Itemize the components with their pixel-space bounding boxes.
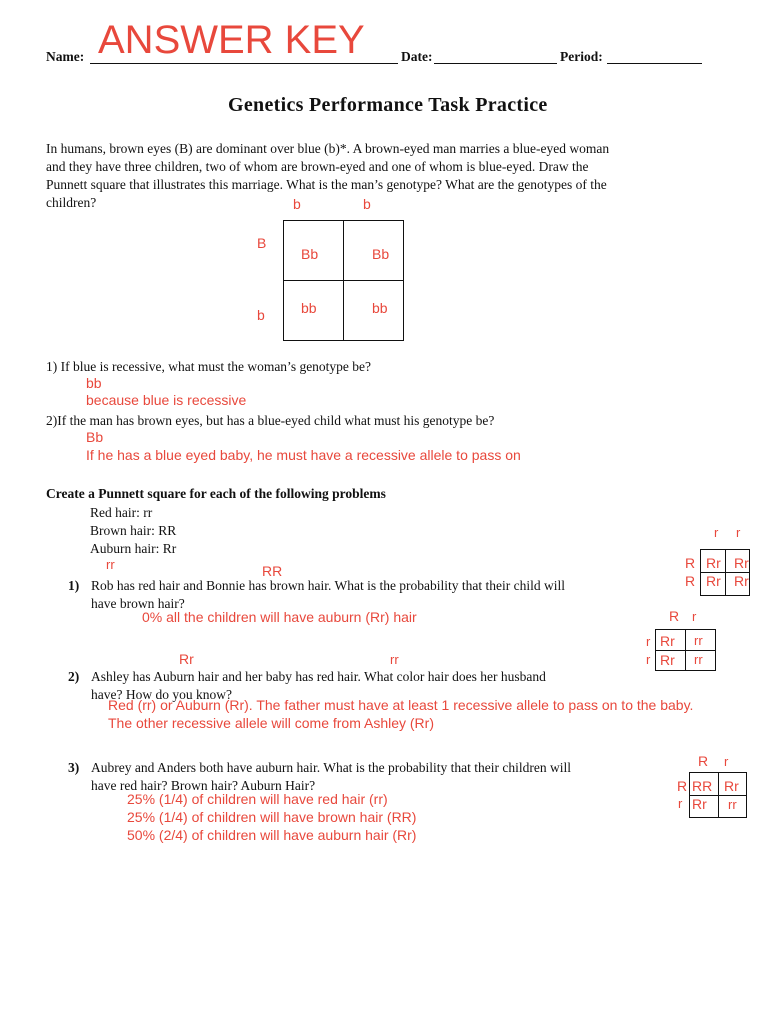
p1-square-side-1: R	[685, 555, 696, 571]
p1-square-top-2: r	[736, 525, 741, 540]
main-punnett-square	[283, 220, 404, 341]
problem-2-note-Rr: Rr	[179, 651, 194, 667]
name-label: Name:	[46, 49, 85, 64]
p1-square-cell-1: Rr	[706, 555, 721, 571]
main-square-cell-2: Bb	[372, 246, 390, 262]
problem-2-answer-1: Red (rr) or Auburn (Rr). The father must have at least 1 recessive allele to pass on to the baby.	[108, 697, 694, 713]
p3-square-top-1: R	[698, 753, 709, 769]
main-square-cell-4: bb	[372, 300, 388, 316]
problem-2-answer-2: The other recessive allele will come from Ashley (Rr)	[108, 715, 434, 731]
section-heading: Create a Punnett square for each of the following problems	[46, 486, 386, 501]
p1-square-cell-4: Rr	[734, 573, 749, 589]
problem-1-answer: 0% all the children will have auburn (Rr) hair	[142, 609, 417, 625]
main-square-top-allele-2: b	[363, 196, 371, 212]
key-auburn-hair: Auburn hair: Rr	[90, 541, 177, 556]
main-square-side-allele-1: B	[257, 235, 267, 251]
problem-3-number: 3)	[68, 760, 80, 775]
intro-line-2: and they have three children, two of whom are brown-eyed and one of whom is blue-eyed. Draw the	[46, 159, 589, 174]
problem-1-note-RR: RR	[262, 563, 283, 579]
date-line	[434, 63, 557, 64]
answer-key-stamp: ANSWER KEY	[98, 18, 365, 62]
period-label: Period:	[560, 49, 603, 64]
p3-square-side-1: R	[677, 778, 688, 794]
period-line	[607, 63, 702, 64]
problem-3-answer-auburn: 50% (2/4) of children will have auburn hair (Rr)	[127, 827, 417, 843]
p1-square-cell-3: Rr	[706, 573, 721, 589]
problem-2-number: 2)	[68, 669, 80, 684]
problem-2-line-1: Ashley has Auburn hair and her baby has red hair. What color hair does her husband	[91, 669, 546, 684]
question-1-answer-genotype: bb	[86, 375, 102, 391]
main-square-cell-1: Bb	[301, 246, 319, 262]
p3-square-cell-3: Rr	[692, 796, 707, 812]
p2-square-side-1: r	[646, 634, 651, 649]
p3-square-top-2: r	[724, 754, 729, 769]
p2-square-top-1: R	[669, 608, 680, 624]
page-title: Genetics Performance Task Practice	[228, 94, 548, 116]
problem-3-line-2: have red hair? Brown hair? Auburn Hair?	[91, 778, 316, 793]
p1-square-side-2: R	[685, 573, 696, 589]
key-red-hair: Red hair: rr	[90, 505, 153, 520]
p2-square-cell-1: Rr	[660, 633, 675, 649]
p3-square-cell-2: Rr	[724, 778, 739, 794]
question-2-answer-genotype: Bb	[86, 429, 104, 445]
problem-1-number: 1)	[68, 578, 80, 593]
question-1-answer-reason: because blue is recessive	[86, 392, 247, 408]
problem-2-line-2: have? How do you know?	[91, 687, 232, 702]
intro-line-4: children?	[46, 195, 97, 210]
p2-square-cell-4: rr	[694, 652, 703, 667]
problem-3-answer-red: 25% (1/4) of children will have red hair (rr)	[127, 791, 388, 807]
problem-2-note-rr: rr	[390, 652, 399, 667]
date-label: Date:	[401, 49, 433, 64]
p3-square-cell-1: RR	[692, 778, 713, 794]
intro-line-1: In humans, brown eyes (B) are dominant over blue (b)*. A brown-eyed man marries a blue-eyed woman	[46, 141, 610, 156]
key-brown-hair: Brown hair: RR	[90, 523, 177, 538]
p2-square-cell-3: Rr	[660, 652, 675, 668]
problem-1-note-rr: rr	[106, 557, 115, 572]
intro-line-3: Punnett square that illustrates this marriage. What is the man’s genotype? What are the genotypes of the	[46, 177, 607, 192]
main-square-side-allele-2: b	[257, 307, 265, 323]
p1-square-top-1: r	[714, 525, 719, 540]
p2-square-side-2: r	[646, 652, 651, 667]
question-2-answer-reason: If he has a blue eyed baby, he must have a recessive allele to pass on	[86, 447, 521, 463]
problem-1-line-2: have brown hair?	[91, 596, 185, 611]
p3-square-cell-4: rr	[728, 797, 737, 812]
p2-square-top-2: r	[692, 609, 697, 624]
problem-3-line-1: Aubrey and Anders both have auburn hair. What is the probability that their children will	[91, 760, 572, 775]
p3-square-side-2: r	[678, 796, 683, 811]
problem-3-answer-brown: 25% (1/4) of children will have brown hair (RR)	[127, 809, 417, 825]
p1-square-cell-2: Rr	[734, 555, 749, 571]
question-2: 2)If the man has brown eyes, but has a blue-eyed child what must his genotype be?	[46, 413, 495, 428]
question-1: 1) If blue is recessive, what must the woman’s genotype be?	[46, 359, 372, 374]
main-square-cell-3: bb	[301, 300, 317, 316]
name-line	[90, 63, 398, 64]
main-square-top-allele-1: b	[293, 196, 301, 212]
problem-1-line-1: Rob has red hair and Bonnie has brown hair. What is the probability that their child will	[91, 578, 566, 593]
p2-square-cell-2: rr	[694, 633, 703, 648]
